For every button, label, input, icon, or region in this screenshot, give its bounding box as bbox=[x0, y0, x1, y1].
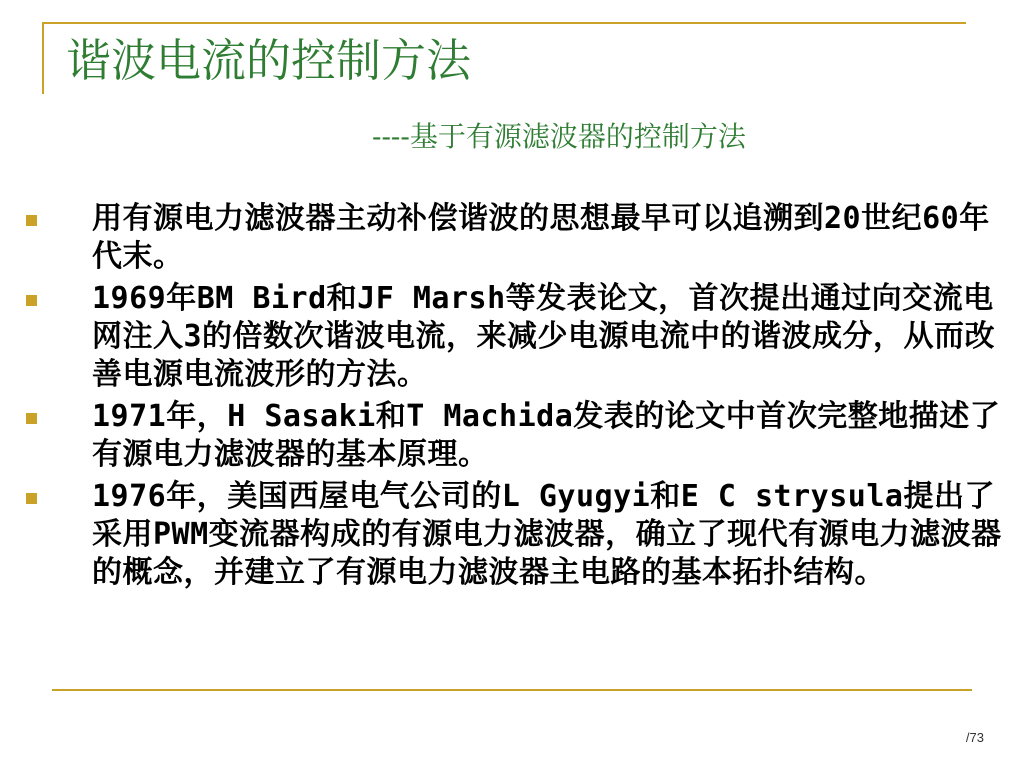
top-rule bbox=[42, 22, 966, 24]
slide-title: 谐波电流的控制方法 bbox=[66, 34, 472, 87]
left-rule bbox=[42, 22, 44, 94]
bullet-item bbox=[22, 200, 1012, 276]
square-bullet-icon bbox=[26, 493, 37, 504]
bullet-list bbox=[22, 200, 1012, 596]
bullet-text: 1969年BM Bird和JF Marsh等发表论文，首次提出通过向交流电网注入3的倍数次谐波电流，来减少电源电流中的谐波成分，从而改善电源电流波形的方法。 bbox=[92, 281, 996, 392]
square-bullet-icon bbox=[26, 215, 37, 226]
bullet-item bbox=[22, 280, 1012, 394]
page-number: /73 bbox=[965, 730, 984, 745]
bottom-rule bbox=[52, 689, 972, 691]
bullet-text: 用有源电力滤波器主动补偿谐波的思想最早可以追溯到20世纪60年代末。 bbox=[92, 201, 990, 274]
square-bullet-icon bbox=[26, 295, 37, 306]
bullet-text: 1976年，美国西屋电气公司的L Gyugyi和E C strysula提出了采用PWM变流器构成的有源电力滤波器，确立了现代有源电力滤波器的概念，并建立了有源电力滤波器主电路的基本拓扑结构。 bbox=[92, 479, 1002, 590]
square-bullet-icon bbox=[26, 413, 37, 424]
bullet-item bbox=[22, 478, 1012, 592]
bullet-text: 1971年，H Sasaki和T Machida发表的论文中首次完整地描述了有源电力滤波器的基本原理。 bbox=[92, 399, 1001, 472]
slide-subtitle: ----基于有源滤波器的控制方法 bbox=[372, 120, 746, 153]
bullet-item bbox=[22, 398, 1012, 474]
